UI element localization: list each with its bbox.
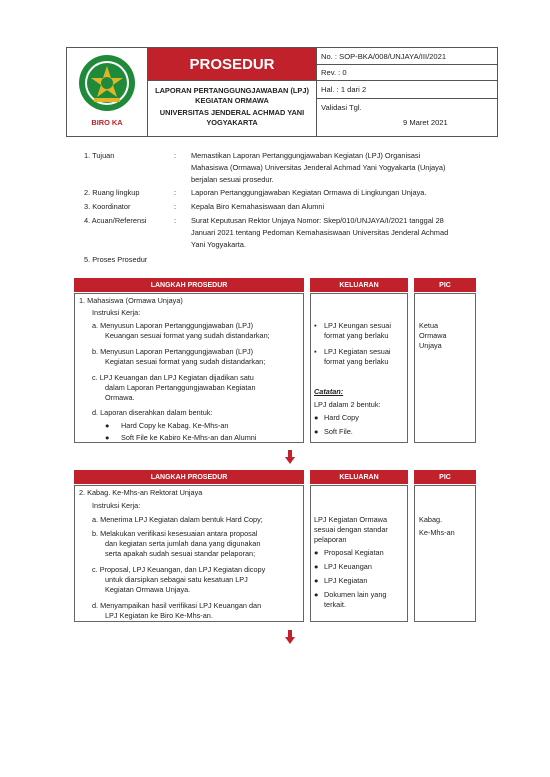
step1-b1: b. Menyusun Laporan Pertanggungjawaban (LPJ) (92, 347, 254, 356)
step2-k3: pelaporan (314, 535, 347, 544)
step1-catatan: Catatan: (314, 387, 344, 396)
step2-c1: c. Proposal, LPJ Keuangan, dan LPJ Kegiatan dicopy (92, 565, 266, 574)
acuan-label: 4. Acuan/Referensi (84, 216, 147, 225)
page-number: Hal. : 1 dari 2 (321, 85, 367, 94)
step1-a2: Keuangan sesuai format yang sudah distandarkan; (105, 331, 270, 340)
koor-text: Kepala Biro Kemahasiswaan dan Alumni (191, 202, 325, 211)
bullet-icon: ▪ (314, 347, 317, 356)
bullet-icon: ● (314, 576, 319, 585)
bullet-icon: ● (314, 562, 319, 571)
tujuan-label: 1. Tujuan (84, 151, 115, 160)
step2-pic1: Kabag. (419, 515, 443, 524)
acuan-text-3: Yani Yogyakarta. (191, 240, 246, 249)
info-section (84, 150, 474, 275)
bullet-icon: ● (314, 548, 319, 557)
step2-pic2: Ke-Mhs-an (419, 528, 455, 537)
ruang-label: 2. Ruang lingkup (84, 188, 140, 197)
step2-k5: LPJ Keuangan (324, 562, 372, 571)
header-keluaran: KELUARAN (310, 278, 408, 292)
doc-number: No. : SOP-BKA/008/UNJAYA/III/2021 (321, 52, 447, 61)
acuan-text-1: Surat Keputusan Rektor Unjaya Nomor: Skep/010/UNJAYA/I/2021 tanggal 28 (191, 216, 444, 225)
step2-c3: Kegiatan Ormawa Unjaya. (105, 585, 191, 594)
step1-pic-box (414, 293, 476, 443)
ruang-text: Laporan Pertanggungjawaban Kegiatan Ormawa di Lingkungan Unjaya. (191, 188, 427, 197)
step2-d1: d. Menyampaikan hasil verifikasi LPJ Keuangan dan (92, 601, 262, 610)
step1-title: 1. Mahasiswa (Ormawa Unjaya) (79, 296, 183, 305)
header-pic: PIC (414, 278, 476, 292)
proses-label: 5. Proses Prosedur (84, 255, 148, 264)
bullet-icon: ● (314, 413, 319, 422)
header-keluaran: KELUARAN (310, 470, 408, 484)
bullet-icon: ▪ (314, 321, 317, 330)
revision: Rev. : 0 (321, 68, 347, 77)
arrow-down-icon (285, 630, 295, 644)
tujuan-text-1: Memastikan Laporan Pertanggungjawaban Kegiatan (LPJ) Organisasi (191, 151, 421, 160)
prosedur-title: PROSEDUR (148, 48, 316, 80)
step2-instr: Instruksi Kerja: (92, 501, 141, 510)
step1-pic1: Ketua (419, 321, 439, 330)
step2-c2: untuk diarsipkan sebagai satu kesatuan LPJ (105, 575, 248, 584)
title-line-4: YOGYAKARTA (206, 117, 258, 127)
step2-k2: sesuai dengan standar (314, 525, 388, 534)
step1-pic2: Ormawa (419, 331, 447, 340)
step1-d-hardcopy: Hard Copy ke Kabag. Ke-Mhs-an (121, 421, 229, 430)
colon: : (174, 151, 177, 160)
step2-b2: dan kegiatan serta jumlah dana yang digunakan (105, 539, 261, 548)
step2-d2: LPJ Kegiatan ke Biro Ke-Mhs-an. (105, 611, 213, 620)
step1-b2: Kegiatan sesuai format yang sudah distandarkan; (105, 357, 266, 366)
title-line-2: KEGIATAN ORMAWA (195, 95, 269, 105)
step1-a1: a. Menyusun Laporan Pertanggungjawaban (LPJ) (92, 321, 254, 330)
tujuan-text-3: berjalan sesuai prosedur. (191, 175, 274, 184)
step2-b3: serta apakah sudah sesuai standar pelaporan; (105, 549, 256, 558)
validation-date: 9 Maret 2021 (403, 118, 448, 127)
step2-k1: LPJ Kegiatan Ormawa (314, 515, 388, 524)
step2-k7b: terkait. (324, 600, 346, 609)
title-line-1: LAPORAN PERTANGGUNGJAWABAN (LPJ) (155, 86, 309, 95)
header-langkah: LANGKAH PROSEDUR (74, 278, 304, 292)
step2-b1: b. Melakukan verifikasi kesesuaian antara proposal (92, 529, 258, 538)
bullet-icon: ● (105, 433, 110, 442)
step1-k2b: format yang berlaku (324, 357, 389, 366)
bullet-icon: ● (314, 427, 319, 436)
colon: : (174, 202, 177, 211)
header-langkah: LANGKAH PROSEDUR (74, 470, 304, 484)
step2-k7a: Dokumen lain yang (324, 590, 387, 599)
step2-k4: Proposal Kegiatan (324, 548, 384, 557)
step1-c1: c. LPJ Keuangan dan LPJ Kegiatan dijadikan satu (92, 373, 254, 382)
step1-k1a: LPJ Keungan sesuai (324, 321, 391, 330)
step2-a1: a. Menerima LPJ Kegiatan dalam bentuk Hard Copy; (92, 515, 263, 524)
step1-c3: Ormawa. (105, 393, 135, 402)
biro-label: BIRO KA (91, 118, 123, 127)
university-seal-icon (78, 54, 136, 112)
colon: : (174, 216, 177, 225)
step2-k6: LPJ Kegiatan (324, 576, 368, 585)
bullet-icon: ● (105, 421, 110, 430)
step2-title: 2. Kabag. Ke-Mhs-an Rektorat Unjaya (79, 488, 203, 497)
title-line-3: UNIVERSITAS JENDERAL ACHMAD YANI (159, 108, 305, 117)
logo-cell (67, 48, 147, 136)
step1-d-softfile: Soft File ke Kabiro Ke-Mhs-an dan Alumni (121, 433, 257, 442)
step1-k4: Hard Copy (324, 413, 359, 422)
header-pic: PIC (414, 470, 476, 484)
document-header (66, 47, 498, 137)
step1-instr: Instruksi Kerja: (92, 308, 141, 317)
step1-c2: dalam Laporan Pertanggungjawaban Kegiatan (105, 383, 256, 392)
acuan-text-2: Januari 2021 tentang Pedoman Kemahasiswaan Universitas Jenderal Achmad (191, 228, 449, 237)
step1-pic3: Unjaya (419, 341, 442, 350)
step2-pic-box (414, 485, 476, 622)
arrow-down-icon (285, 450, 295, 464)
step1-k5: Soft File. (324, 427, 353, 436)
title-block (148, 86, 316, 127)
koor-label: 3. Koordinator (84, 202, 131, 211)
step1-k1b: format yang berlaku (324, 331, 389, 340)
step1-d1: d. Laporan diserahkan dalam bentuk: (92, 408, 213, 417)
step1-k3: LPJ dalam 2 bentuk: (314, 400, 381, 409)
step1-k2a: LPJ Kegiatan sesuai (324, 347, 391, 356)
validation-label: Validasi Tgl. (321, 103, 362, 112)
tujuan-text-2: Mahasiswa (Ormawa) Universitas Jenderal Achmad Yani Yogyakarta (Unjaya) (191, 163, 446, 172)
bullet-icon: ● (314, 590, 319, 599)
colon: : (174, 188, 177, 197)
